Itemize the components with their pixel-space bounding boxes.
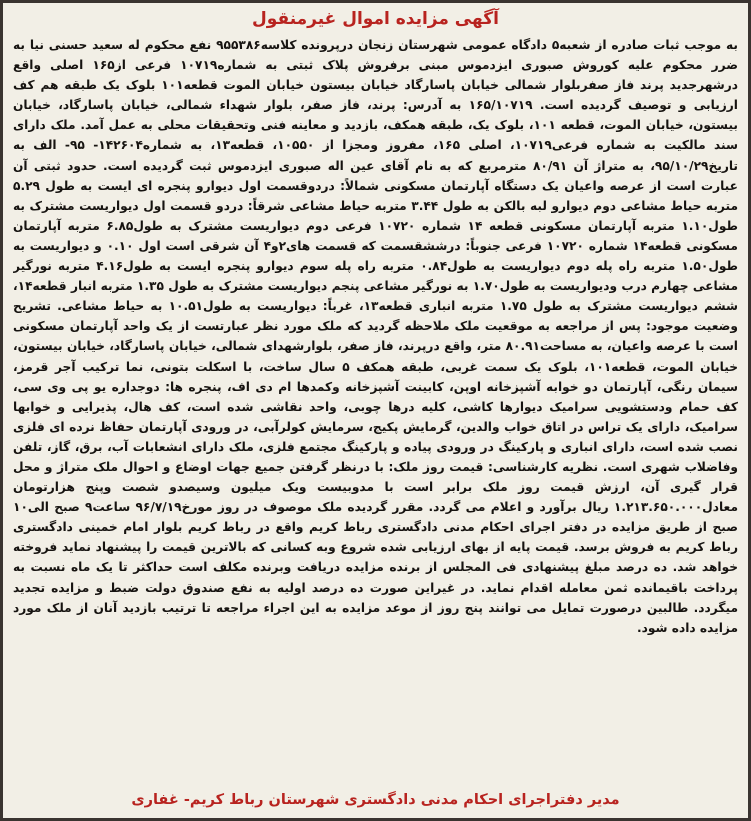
notice-body-text: به موجب ثبات صادره از شعبه۵ دادگاه عمومی شهرستان زنجان درپرونده کلاسه۹۵۵۳۸۶ نفع محکوم له سعید حسنی نیا به ضرر محکوم علیه کوروش صبوری ایزدموس مبنی برفروش پلاک ثبتی به شماره۱۰۷۱۹ فرعی از۱۶۵ اصلی واقع درشهرجدید پرند فاز صفربلوار شمالی خیابان پاسارگاد خیابان بیستون خیابان الموت قطعه۱۰۱ بلوک یک طبقه هم کف ارزیابی و توصیف گردیده است. ۱۶۵/۱۰۷۱۹ به آدرس: پرند، فاز صفر، بلوار شهداء شمالی، خیابان پاسارگاد، خیابان بیستون، خیابان الموت، قطعه ۱۰۱، بلوک یک، طبقه همکف، بازدید و معاینه فنی وتحقیقات محلی به عمل آمد. ملک دارای سند مالکیت به شماره فرعی۱۰۷۱۹، اصلی ۱۶۵، مفروز ومجزا از ۱۰۵۵۰، قطعه۱۳، به شماره۱۴۲۶۰۴- ۹۵- الف به تاریخ۹۵/۱۰/۲۹، به متراژ آن ۸۰/۹۱ مترمربع که به نام آقای عین اله صبوری ایزدموس ثبت گردیده است. حدود ثبتی آن عبارت است از عرصه واعیان یک دستگاه آپارتمان مسکونی شمالاً: دردوقسمت اول دیوارو پنجره ای ایست به طول ۵.۲۹ متربه حیاط مشاعی دوم دیوارو لبه بالکن به طول ۳.۴۴ متربه حیاط مشاعی شرقاً: دردو قسمت اول دیواریست مشترک به طول۱.۱۰ متربه آپارتمان مسکونی قطعه ۱۴ شماره ۱۰۷۲۰ فرعی دوم دیواریست مشترک به طول۶.۸۵ متربه آپارتمان مسکونی قطعه۱۴ شماره ۱۰۷۲۰ فرعی جنوباً: درششقسمت که قسمت های۲و۴ آن شرقی است اول ۰.۱۰ و دیواریست به طول۱.۵۰ متربه راه پله دوم دیواریست به طول۰.۸۴ متربه راه پله سوم دیوارو پنجره ایست به طول۴.۱۶ متربه نورگیر مشاعی چهارم درب ودیواریست به طول۱.۷۰ به نورگیر مشاعی پنجم دیواریست مشترک به طول ۱.۳۵ متربه انبار قطعه۱۴، ششم دیواریست مشترک به طول ۱.۷۵ متربه انباری قطعه۱۳، غرباً: دیواریست به طول۱۰.۵۱ به حیاط مشاعی. تشریح وضعیت موجود: پس از مراجعه به موقعیت ملک ملاحظه گردید که ملک مورد نظر عبارتست از یک واحد آپارتمان مسکونی است با عرصه واعیان، به مساحت۸۰.۹۱ متر، واقع درپرند، فاز صفر، بلوارشهدای شمالی، خیابان پاسارگاد، خیابان بیستون، خیابان الموت، قطعه۱۰۱، بلوک یک سمت غربی، طبقه همکف ۵ سال ساخت، با اسکلت بتونی، نما ترکیب آجر قرمز، سیمان رنگی، آپارتمان دو خوابه آشپزخانه اوپن، کابینت آشپزخانه وکمدها ام دی اف، پنجره ها: دوجداره یو پی وی سی، کف حمام ودستشویی سرامیک دیوارها کاشی، کلیه درها چوبی، واحد نقاشی شده است، کف هال، پذیرایی و خوابها سرامیک، دارای یک تراس در اتاق خواب والدین، گرمایش پکیج، سرمایش کولرآبی، در ورودی آپارتمان حفاظ نرده ای فلزی نصب شده است، دارای انباری و پارکینگ در ورودی پیاده و پارکینگ مجتمع فلزی، ملک دارای انشعابات آب، برق، گاز، تلفن وفاضلاب شهری است. نظریه کارشناسی: قیمت روز ملک: با درنظر گرفتن جمیع جهات اوضاع و احوال ملک متراژ و محل قرار گیری آن، ارزش قیمت روز ملک برابر است با مدوبیست ویک میلیون وسیصدو شصت وپنج هزارتومان معادل۱.۲۱۳.۶۵۰.۰۰۰ ریال برآورد و اعلام می گردد. مقرر گردیده ملک موصوف در روز مورخ۹۶/۷/۱۹ ساعت۹ صبح الی۱۰ صبح از طریق مزایده در دفتر اجرای احکام مدنی دادگستری رباط کریم واقع در رباط کریم بلوار امام خمینی دادگستری رباط کریم به فروش برسد. قیمت پایه از بهای ارزیابی شده شروع وبه کسانی که بالاترین قیمت را پیشنهاد نماید فروخته خواهد شد. ده درصد مبلغ پیشنهادی فی المجلس از برنده مزایده دریافت وبرنده مکلف است حداکثر تا یک ماه نسبت به پرداخت باقیمانده ثمن معامله اقدام نماید. در غیراین صورت ده درصد اولیه به نفع صندوق دولت ضبط و مزایده تجدید میگردد. طالبین درصورت تمایل می توانند پنج روز از موعد مزایده به این اجراء مراجعه تا ترتیب بازدید آنان از ملک مورد مزایده داده شود.: [13, 38, 738, 635]
notice-body: [13, 35, 738, 774]
notice-title: آگهی مزایده اموال غیرمنقول: [252, 9, 499, 29]
notice-signature: مدیر دفتراجرای احکام مدنی دادگستری شهرستان رباط کریم- غفاری: [131, 792, 620, 808]
